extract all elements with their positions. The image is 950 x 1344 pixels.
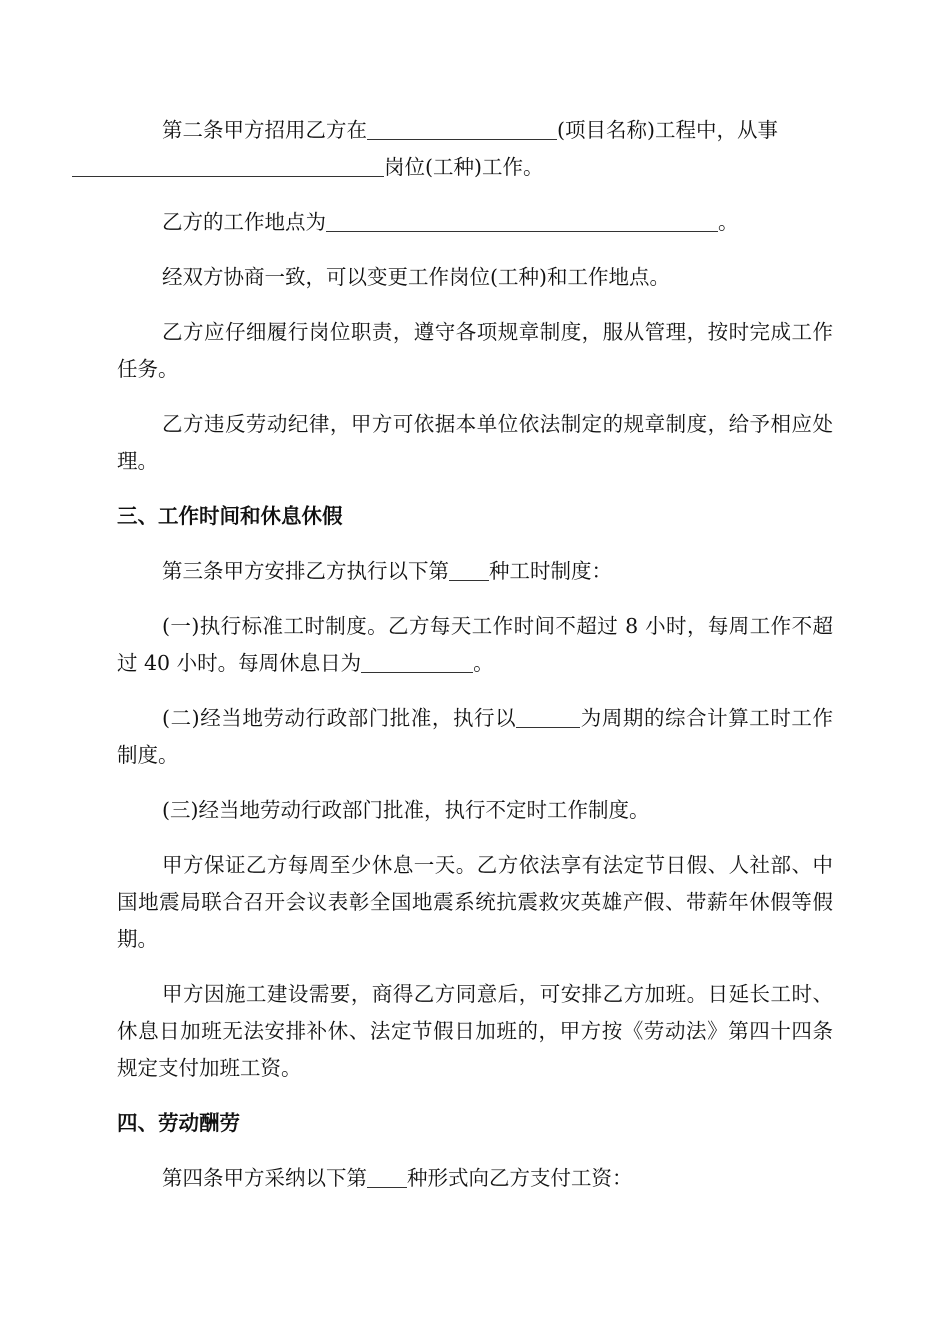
text-segment: 岗位(工种)工作。	[384, 155, 544, 179]
text-segment: (二)经当地劳动行政部门批准，执行以	[162, 706, 517, 730]
section3-paragraph-2	[117, 608, 833, 682]
article2-paragraph-4: 乙方应仔细履行岗位职责，遵守各项规章制度，服从管理，按时完成工作任务。	[117, 320, 833, 381]
text-segment: 第二条甲方招用乙方在	[162, 118, 367, 142]
section-3-heading: 三、工作时间和休息休假	[117, 504, 343, 528]
section3-paragraph-3	[117, 700, 833, 774]
post-blank	[72, 152, 384, 177]
article2-paragraph-3: 经双方协商一致，可以变更工作岗位(工种)和工作地点。	[162, 265, 670, 289]
text-segment: 。	[473, 651, 494, 675]
section3-paragraph-1	[117, 553, 833, 590]
text-segment: (一)执行标准工时制度。乙方每天工作时间不超过 8 小时，每周工作不超过 40 小时。每周休息日为	[117, 614, 833, 675]
project-name-blank	[367, 115, 557, 140]
document-page	[117, 112, 833, 1215]
section4-paragraph-1	[117, 1160, 833, 1197]
rest-day-blank	[361, 648, 473, 673]
text-segment: 第三条甲方安排乙方执行以下第	[162, 559, 449, 583]
cycle-blank	[516, 703, 580, 728]
section3-paragraph-5: 甲方保证乙方每周至少休息一天。乙方依法享有法定节日假、人社部、中国地震局联合召开会议表彰全国地震系统抗震救灾英雄产假、带薪年休假等假期。	[117, 853, 833, 951]
section3-paragraph-4: (三)经当地劳动行政部门批准，执行不定时工作制度。	[162, 798, 650, 822]
text-segment: 乙方的工作地点为	[162, 210, 326, 234]
pay-form-blank	[367, 1163, 407, 1188]
text-segment: 第四条甲方采纳以下第	[162, 1166, 367, 1190]
text-segment: (项目名称)工程中，从事	[557, 118, 778, 142]
text-segment: 种工时制度：	[489, 559, 612, 583]
article2-paragraph-5: 乙方违反劳动纪律，甲方可依据本单位依法制定的规章制度，给予相应处理。	[117, 412, 833, 473]
article2-paragraph-1	[117, 112, 833, 186]
section-4-heading: 四、劳动酬劳	[117, 1111, 240, 1135]
hour-system-blank	[449, 556, 489, 581]
text-segment: 。	[718, 210, 739, 234]
text-segment: 为周期的综合计算工时工作制度。	[117, 706, 834, 767]
work-place-blank	[326, 207, 718, 232]
article2-paragraph-2	[117, 204, 833, 241]
section3-paragraph-6: 甲方因施工建设需要，商得乙方同意后，可安排乙方加班。日延长工时、休息日加班无法安排补休、法定节假日加班的，甲方按《劳动法》第四十四条规定支付加班工资。	[117, 982, 833, 1080]
text-segment: 种形式向乙方支付工资：	[407, 1166, 633, 1190]
